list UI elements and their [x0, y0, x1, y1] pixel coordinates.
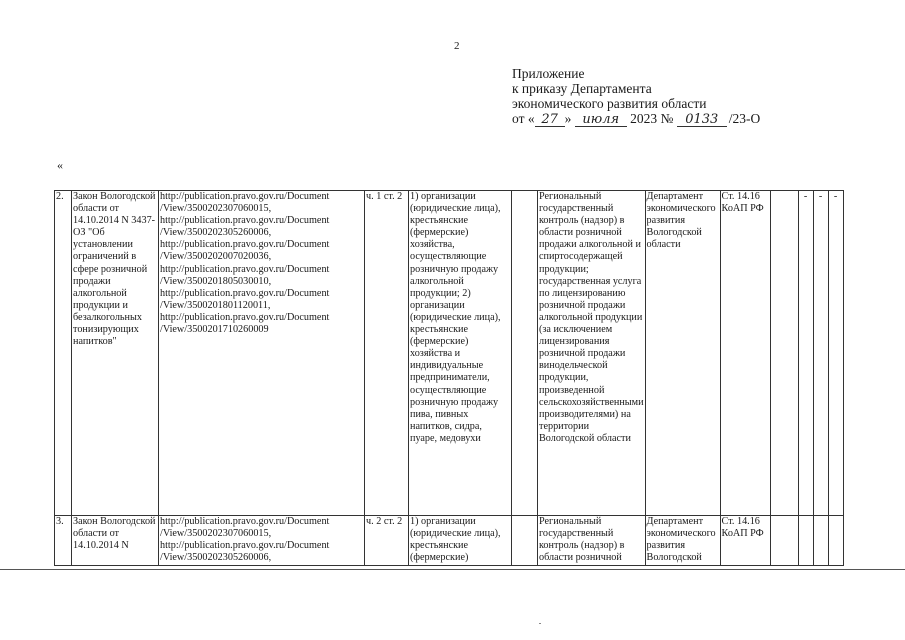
order-number-suffix: /23-О: [728, 111, 761, 126]
dash-cell: [813, 516, 828, 566]
table-row: [55, 516, 844, 566]
publication-links: http://publication.pravo.gov.ru/Document /View/3500202307060015, http://publication.pravo.gov.ru/Document /View/3500202305260006,: [159, 516, 365, 566]
opening-quote-mark: «: [57, 158, 63, 172]
legal-act: Закон Вологодской области от 14.10.2014 N: [72, 516, 159, 566]
regulated-subjects: 1) организации (юридические лица), крестьянские (фермерские): [409, 516, 512, 566]
empty-cell: [512, 516, 538, 566]
liability-article: Ст. 14.16 КоАП РФ: [720, 191, 770, 516]
appendix-date-line: [512, 111, 760, 127]
liability-article: Ст. 14.16 КоАП РФ: [720, 516, 770, 566]
responsible-authority: Департамент экономического развития Вологодской: [645, 516, 720, 566]
date-prefix: от «: [512, 111, 535, 126]
row-number: 2.: [55, 191, 72, 516]
legal-act: Закон Вологодской области от 14.10.2014 N 3437-ОЗ "Об установлении ограничений в сфере розничной продажи алкогольной продукции и безалкогольных тонизирующих напитков": [72, 191, 159, 516]
article-reference: ч. 1 ст. 2: [365, 191, 409, 516]
date-mid: »: [564, 111, 572, 126]
appendix-order-ref: к приказу Департамента: [512, 81, 652, 96]
responsible-authority: Департамент экономического развития Вологодской области: [645, 191, 720, 516]
dash-cell: -: [798, 191, 813, 516]
dash-cell: [798, 516, 813, 566]
appendix-department: экономического развития области: [512, 96, 707, 111]
regulated-subjects: 1) организации (юридические лица), крестьянские (фермерские) хозяйства, осуществляющие розничную продажу алкогольной продукции; 2) организации (юридические лица), крестьянские (фермерские) хозяйства и индивидуальные предприниматели, осуществляющие розничную продажу пива, пивных напитков, сидра, пуаре, медовухи: [409, 191, 512, 516]
page-number: 2: [454, 40, 460, 52]
publication-links: http://publication.pravo.gov.ru/Document /View/3500202307060015, http://publication.pravo.gov.ru/Document /View/3500202305260006, http://publication.pravo.gov.ru/Document /View/3500202007020036, http://publication.pravo.gov.ru/Document /View/3500201805030010, http://publication.pravo.gov.ru/Document /View/3500201801120011, http://publication.pravo.gov.ru/Document /View/3500201710260009: [159, 191, 365, 516]
control-type: Региональный государственный контроль (надзор) в области розничной: [538, 516, 646, 566]
page-cut-line: [0, 569, 905, 570]
empty-cell: [512, 191, 538, 516]
control-type: Региональный государственный контроль (надзор) в области розничной продажи алкогольной и спиртосодержащей продукции; государственная услуга по лицензированию розничной продажи алкогольной продукции (за исключением лицензирования розничной продажи винодельческой продукции, произведенной сельскохозяйственными производителями) на территории Вологодской области: [538, 191, 646, 516]
handwritten-order-number: 0133: [677, 113, 727, 127]
regulation-table: [54, 190, 844, 566]
empty-cell: [770, 191, 798, 516]
year-and-number-label: 2023 №: [630, 111, 674, 126]
article-reference: ч. 2 ст. 2: [365, 516, 409, 566]
empty-cell: [770, 516, 798, 566]
appendix-header: [512, 66, 760, 127]
dash-cell: [828, 516, 843, 566]
handwritten-month: июля: [575, 113, 627, 127]
appendix-title: Приложение: [512, 66, 585, 81]
dash-cell: -: [828, 191, 843, 516]
table-row: [55, 191, 844, 516]
row-number: 3.: [55, 516, 72, 566]
scan-speck: [539, 623, 541, 624]
dash-cell: -: [813, 191, 828, 516]
handwritten-day: 27: [535, 113, 565, 127]
